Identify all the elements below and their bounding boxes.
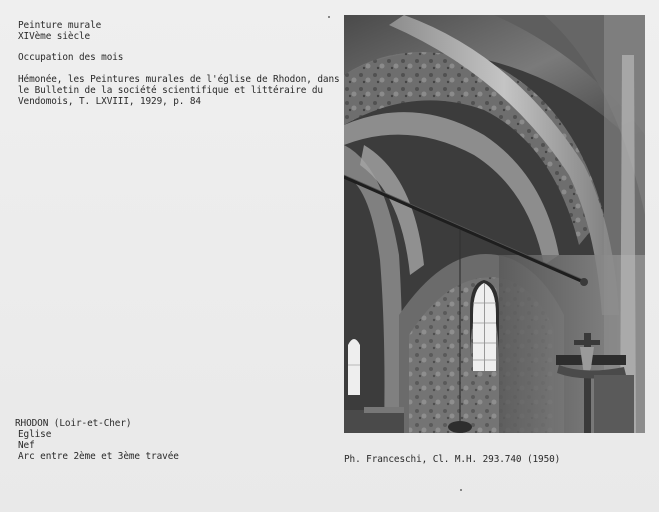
reference-line-3: Vendomois, T. LXVIII, 1929, p. 84 [18, 96, 201, 107]
building-label: Eglise [18, 429, 52, 440]
commune-label: RHODON (Loir-et-Cher) [15, 418, 132, 429]
church-vault-photograph [344, 15, 645, 433]
part-label: Nef [18, 440, 35, 451]
technique-label: Peinture murale [18, 20, 102, 31]
century-label: XIVème siècle [18, 31, 91, 42]
paper-speck [460, 489, 462, 491]
reference-line-2: le Bulletin de la société scientifique et littéraire du [18, 85, 323, 96]
subject-label: Occupation des mois [18, 52, 124, 63]
detail-label: Arc entre 2ème et 3ème travée [18, 451, 179, 462]
photo-credit: Ph. Franceschi, Cl. M.H. 293.740 (1950) [344, 454, 561, 465]
paper-speck [328, 16, 330, 18]
reference-line-1: Hémonée, les Peintures murales de l'église de Rhodon, dans [18, 74, 340, 85]
